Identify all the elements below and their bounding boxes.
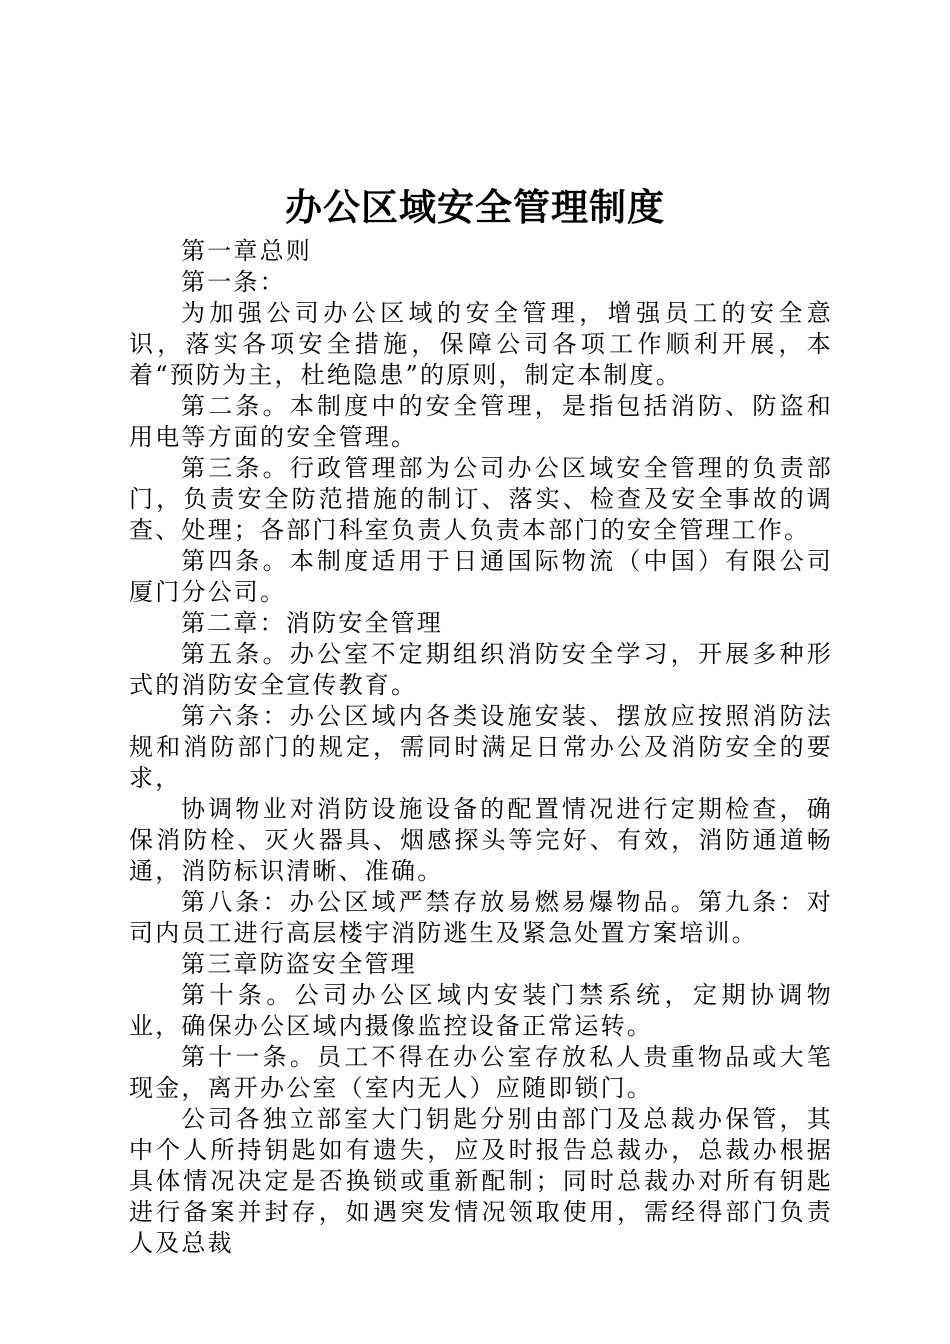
paragraph: 为加强公司办公区域的安全管理，增强员工的安全意识，落实各项安全措施，保障公司各项工作顺利开展，本着“预防为主，杜绝隐患”的原则，制定本制度。: [129, 299, 833, 389]
article-heading: 第一条：: [181, 268, 286, 296]
paragraph: 第二条。本制度中的安全管理，是指包括消防、防盗和用电等方面的安全管理。: [129, 392, 833, 451]
paragraph: 协调物业对消防设施设备的配置情况进行定期检查，确保消防栓、灭火器具、烟感探头等完好、有效，消防通道畅通，消防标识清晰、准确。: [129, 795, 833, 885]
chapter-heading: 第三章防盗安全管理: [181, 950, 417, 978]
chapter-heading: 第一章总则: [181, 237, 312, 265]
paragraph: 第十条。公司办公区域内安装门禁系统，定期协调物业，确保办公区域内摄像监控设备正常运转。: [129, 981, 833, 1040]
document-title: 办公区域安全管理制度: [285, 186, 665, 229]
paragraph: 第四条。本制度适用于日通国际物流（中国）有限公司厦门分公司。: [129, 547, 833, 606]
paragraph: 公司各独立部室大门钥匙分别由部门及总裁办保管，其中个人所持钥匙如有遗失，应及时报告总裁办，总裁办根据具体情况决定是否换锁或重新配制；同时总裁办对所有钥匙进行备案并封存，如遇突发情况领取使用，需经得部门负责人及总裁: [129, 1105, 833, 1257]
document-body: [129, 236, 833, 1259]
paragraph: 第八条：办公区域严禁存放易燃易爆物品。第九条：对司内员工进行高层楼宇消防逃生及紧急处置方案培训。: [129, 888, 833, 947]
paragraph: 第十一条。员工不得在办公室存放私人贵重物品或大笔现金，离开办公室（室内无人）应随即锁门。: [129, 1043, 833, 1102]
chapter-heading: 第二章：消防安全管理: [181, 609, 443, 637]
paragraph: 第五条。办公室不定期组织消防安全学习，开展多种形式的消防安全宣传教育。: [129, 640, 833, 699]
paragraph: 第六条：办公区域内各类设施安装、摆放应按照消防法规和消防部门的规定，需同时满足日常办公及消防安全的要求，: [129, 702, 833, 792]
paragraph: 第三条。行政管理部为公司办公区域安全管理的负责部门，负责安全防范措施的制订、落实、检查及安全事故的调查、处理；各部门科室负责人负责本部门的安全管理工作。: [129, 454, 833, 544]
